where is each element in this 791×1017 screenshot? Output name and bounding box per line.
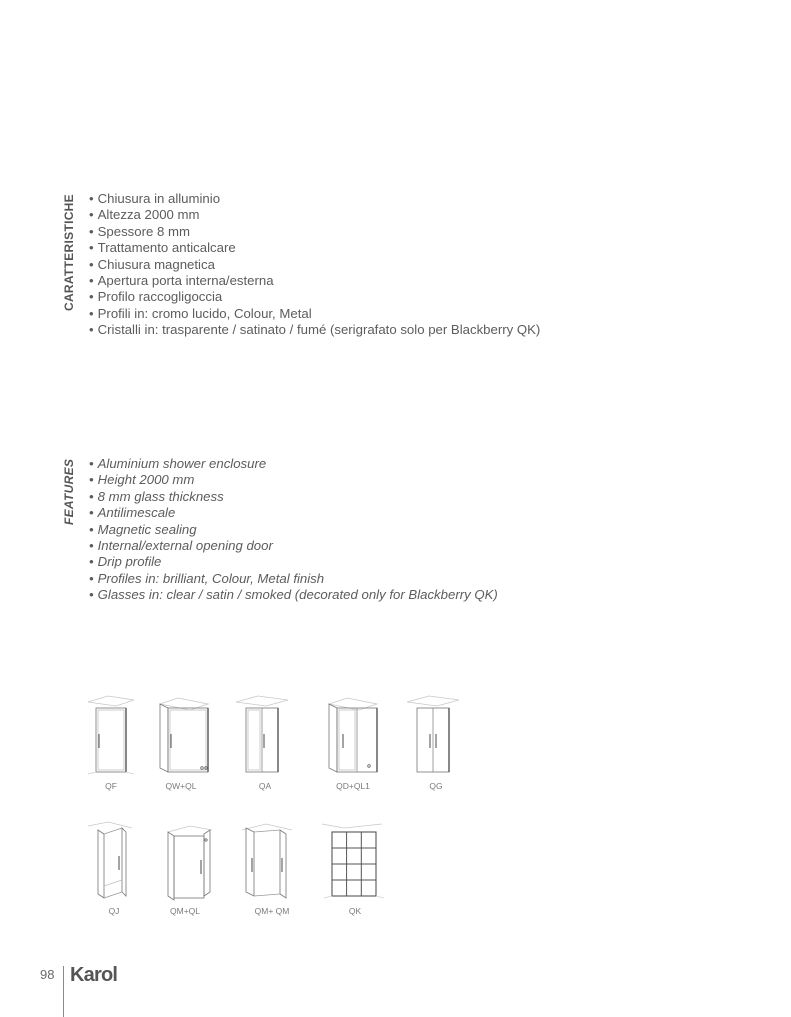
- model-label-qg: QG: [429, 781, 443, 791]
- list-item: • Cristalli in: trasparente / satinato / fumé (serigrafato solo per Blackberry QK): [89, 322, 540, 338]
- page-number: 98: [40, 967, 55, 982]
- brand-name: Karol: [70, 964, 118, 986]
- list-item: • Aluminium shower enclosure: [89, 456, 498, 472]
- diagram-qf: [86, 694, 136, 778]
- list-item: • Altezza 2000 mm: [89, 207, 540, 223]
- features-list: [89, 456, 498, 604]
- list-item: • Apertura porta interna/esterna: [89, 273, 540, 289]
- diagram-qm-ql: [162, 820, 218, 904]
- list-item: • 8 mm glass thickness: [89, 489, 498, 505]
- model-label-qa: QA: [258, 781, 272, 791]
- list-item: • Profili in: cromo lucido, Colour, Metal: [89, 306, 540, 322]
- list-item: • Profilo raccogligoccia: [89, 289, 540, 305]
- list-item: • Antilimescale: [89, 505, 498, 521]
- model-label-qk: QK: [348, 906, 362, 916]
- diagram-qw-ql: [154, 694, 214, 778]
- list-item: • Profiles in: brilliant, Colour, Metal finish: [89, 571, 498, 587]
- list-item: • Chiusura magnetica: [89, 257, 540, 273]
- features-label: FEATURES: [62, 458, 76, 525]
- list-item: • Height 2000 mm: [89, 472, 498, 488]
- diagram-qa: [234, 694, 290, 778]
- list-item: • Magnetic sealing: [89, 522, 498, 538]
- model-label-qw-ql: QW+QL: [165, 781, 197, 791]
- model-label-qd-ql1: QD+QL1: [336, 781, 370, 791]
- diagram-qj: [86, 820, 142, 904]
- list-item: • Drip profile: [89, 554, 498, 570]
- list-item: • Chiusura in alluminio: [89, 191, 540, 207]
- list-item: • Trattamento anticalcare: [89, 240, 540, 256]
- list-item: • Glasses in: clear / satin / smoked (decorated only for Blackberry QK): [89, 587, 498, 603]
- caratteristiche-list: [89, 191, 540, 339]
- model-label-qj: QJ: [108, 906, 120, 916]
- footer-divider: [63, 966, 64, 1017]
- diagram-qg: [405, 694, 461, 778]
- diagram-qm-qm: [240, 820, 296, 904]
- model-label-qm-qm: QM+ QM: [254, 906, 290, 916]
- list-item: • Internal/external opening door: [89, 538, 498, 554]
- list-item: • Spessore 8 mm: [89, 224, 540, 240]
- caratteristiche-label: CARATTERISTICHE: [62, 194, 76, 311]
- model-label-qf: QF: [105, 781, 117, 791]
- model-label-qm-ql: QM+QL: [170, 906, 200, 916]
- diagram-qk: [318, 820, 388, 904]
- diagram-qd-ql1: [325, 694, 381, 778]
